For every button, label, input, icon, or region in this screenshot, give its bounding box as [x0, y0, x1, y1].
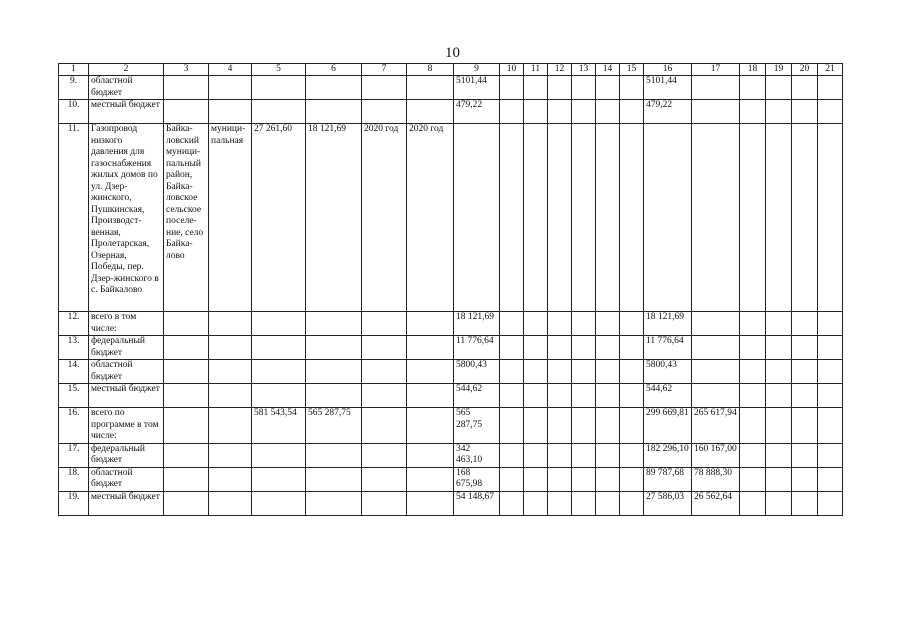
value-cell	[500, 312, 524, 336]
value-cell	[548, 408, 572, 444]
value-cell	[740, 360, 766, 384]
item-name-cell: местный бюджет	[89, 100, 164, 124]
table-row	[59, 408, 843, 444]
value-cell	[766, 124, 792, 312]
value-cell	[766, 100, 792, 124]
value-cell	[524, 124, 548, 312]
value-cell	[766, 443, 792, 467]
value-cell	[209, 408, 252, 444]
value-cell	[740, 491, 766, 515]
value-cell	[407, 443, 454, 467]
value-cell	[362, 467, 407, 491]
value-cell	[692, 124, 740, 312]
value-cell	[524, 336, 548, 360]
value-cell: 479,22	[644, 100, 692, 124]
header-cell: 13	[572, 64, 596, 76]
value-cell	[620, 467, 644, 491]
value-cell	[792, 360, 818, 384]
value-cell	[407, 408, 454, 444]
value-cell	[572, 408, 596, 444]
value-cell	[548, 384, 572, 408]
value-cell: 265 617,94	[692, 408, 740, 444]
value-cell	[792, 336, 818, 360]
value-cell	[740, 467, 766, 491]
value-cell: 342 463,10	[454, 443, 500, 467]
value-cell	[252, 443, 306, 467]
value-cell	[164, 491, 209, 515]
value-cell	[252, 312, 306, 336]
value-cell	[524, 467, 548, 491]
value-cell	[792, 467, 818, 491]
item-name-cell: областной бюджет	[89, 467, 164, 491]
table-row	[59, 100, 843, 124]
item-name-cell: всего в том числе:	[89, 312, 164, 336]
value-cell	[596, 336, 620, 360]
header-cell: 14	[596, 64, 620, 76]
value-cell	[362, 336, 407, 360]
value-cell	[692, 76, 740, 100]
item-name-cell: всего по программе в том числе:	[89, 408, 164, 444]
value-cell	[209, 336, 252, 360]
value-cell	[596, 408, 620, 444]
value-cell	[740, 336, 766, 360]
value-cell	[500, 384, 524, 408]
value-cell	[818, 336, 843, 360]
value-cell	[548, 491, 572, 515]
value-cell	[572, 336, 596, 360]
value-cell	[818, 124, 843, 312]
value-cell	[500, 100, 524, 124]
value-cell	[792, 491, 818, 515]
value-cell	[252, 360, 306, 384]
value-cell	[524, 443, 548, 467]
value-cell	[306, 336, 362, 360]
value-cell	[524, 360, 548, 384]
value-cell	[740, 124, 766, 312]
value-cell	[740, 408, 766, 444]
header-cell: 3	[164, 64, 209, 76]
value-cell	[572, 384, 596, 408]
value-cell	[524, 491, 548, 515]
value-cell	[766, 360, 792, 384]
table-row	[59, 491, 843, 515]
value-cell	[454, 124, 500, 312]
value-cell	[362, 384, 407, 408]
value-cell	[818, 408, 843, 444]
value-cell	[306, 384, 362, 408]
row-number-cell: 15.	[59, 384, 89, 408]
row-number-cell: 17.	[59, 443, 89, 467]
table-row	[59, 76, 843, 100]
item-name-cell: областной бюджет	[89, 76, 164, 100]
value-cell: 89 787,68	[644, 467, 692, 491]
value-cell	[572, 467, 596, 491]
value-cell	[407, 312, 454, 336]
table-row	[59, 336, 843, 360]
value-cell	[572, 124, 596, 312]
value-cell	[500, 467, 524, 491]
value-cell	[766, 408, 792, 444]
value-cell	[252, 76, 306, 100]
value-cell	[766, 491, 792, 515]
value-cell: 18 121,69	[644, 312, 692, 336]
value-cell	[306, 312, 362, 336]
value-cell	[524, 76, 548, 100]
value-cell	[692, 100, 740, 124]
value-cell	[572, 360, 596, 384]
value-cell	[209, 360, 252, 384]
value-cell	[818, 76, 843, 100]
value-cell	[740, 76, 766, 100]
value-cell	[164, 384, 209, 408]
value-cell	[362, 443, 407, 467]
value-cell	[620, 360, 644, 384]
value-cell	[407, 336, 454, 360]
header-cell: 4	[209, 64, 252, 76]
value-cell: 299 669,81	[644, 408, 692, 444]
value-cell	[500, 336, 524, 360]
value-cell	[620, 312, 644, 336]
row-number-cell: 13.	[59, 336, 89, 360]
value-cell	[596, 100, 620, 124]
value-cell: 11 776,64	[454, 336, 500, 360]
value-cell	[164, 100, 209, 124]
value-cell	[596, 76, 620, 100]
table-row	[59, 443, 843, 467]
value-cell	[692, 336, 740, 360]
value-cell	[620, 336, 644, 360]
value-cell	[620, 443, 644, 467]
value-cell	[818, 100, 843, 124]
value-cell	[620, 408, 644, 444]
value-cell	[620, 76, 644, 100]
value-cell: 5101,44	[644, 76, 692, 100]
value-cell	[572, 100, 596, 124]
value-cell	[596, 312, 620, 336]
value-cell	[818, 312, 843, 336]
value-cell	[407, 360, 454, 384]
item-name-cell: местный бюджет	[89, 491, 164, 515]
value-cell	[572, 443, 596, 467]
value-cell	[740, 100, 766, 124]
value-cell	[572, 76, 596, 100]
header-cell: 18	[740, 64, 766, 76]
value-cell	[620, 384, 644, 408]
value-cell	[740, 443, 766, 467]
value-cell	[692, 384, 740, 408]
value-cell	[524, 384, 548, 408]
value-cell	[164, 408, 209, 444]
value-cell: 78 888,30	[692, 467, 740, 491]
value-cell	[818, 443, 843, 467]
value-cell	[644, 124, 692, 312]
row-number-cell: 10.	[59, 100, 89, 124]
row-number-cell: 9.	[59, 76, 89, 100]
value-cell: 5800,43	[454, 360, 500, 384]
value-cell: 2020 год	[362, 124, 407, 312]
table-row	[59, 312, 843, 336]
header-cell: 5	[252, 64, 306, 76]
value-cell	[692, 312, 740, 336]
row-number-cell: 11.	[59, 124, 89, 312]
value-cell	[407, 100, 454, 124]
value-cell	[164, 443, 209, 467]
value-cell: 5101,44	[454, 76, 500, 100]
value-cell	[500, 491, 524, 515]
value-cell: 160 167,00	[692, 443, 740, 467]
header-cell: 19	[766, 64, 792, 76]
value-cell: 11 776,64	[644, 336, 692, 360]
header-row	[59, 64, 843, 76]
value-cell	[766, 384, 792, 408]
value-cell	[620, 124, 644, 312]
value-cell	[500, 76, 524, 100]
value-cell	[818, 467, 843, 491]
value-cell	[306, 443, 362, 467]
value-cell	[362, 76, 407, 100]
table-row	[59, 360, 843, 384]
value-cell	[572, 491, 596, 515]
value-cell	[548, 100, 572, 124]
value-cell: 2020 год	[407, 124, 454, 312]
value-cell	[596, 360, 620, 384]
budget-table	[58, 63, 843, 516]
item-name-cell: Газопровод низкого давления для газоснабжения жилых домов по ул. Дзер-жинского, Пушкинская, Производст-венная, Пролетарская, Озерная, Победы, пер. Дзер-жинского в с. Байкалово	[89, 124, 164, 312]
item-name-cell: федеральный бюджет	[89, 336, 164, 360]
value-cell	[252, 491, 306, 515]
value-cell	[524, 408, 548, 444]
value-cell	[792, 312, 818, 336]
value-cell: 26 562,64	[692, 491, 740, 515]
value-cell	[548, 360, 572, 384]
value-cell: 544,62	[644, 384, 692, 408]
value-cell	[306, 360, 362, 384]
value-cell	[596, 124, 620, 312]
header-cell: 8	[407, 64, 454, 76]
value-cell	[548, 124, 572, 312]
value-cell	[548, 76, 572, 100]
value-cell	[500, 443, 524, 467]
value-cell	[500, 124, 524, 312]
value-cell: 565 287,75	[306, 408, 362, 444]
value-cell	[792, 76, 818, 100]
header-cell: 7	[362, 64, 407, 76]
value-cell	[596, 491, 620, 515]
header-cell: 17	[692, 64, 740, 76]
row-number-cell: 12.	[59, 312, 89, 336]
value-cell	[362, 312, 407, 336]
value-cell	[209, 312, 252, 336]
value-cell	[596, 467, 620, 491]
value-cell	[548, 312, 572, 336]
header-cell: 6	[306, 64, 362, 76]
value-cell	[620, 100, 644, 124]
header-cell: 20	[792, 64, 818, 76]
value-cell	[766, 76, 792, 100]
item-name-cell: федеральный бюджет	[89, 443, 164, 467]
value-cell: 581 543,54	[252, 408, 306, 444]
value-cell	[792, 384, 818, 408]
value-cell	[792, 124, 818, 312]
value-cell	[209, 443, 252, 467]
value-cell	[407, 491, 454, 515]
header-cell: 12	[548, 64, 572, 76]
page-number: 10	[445, 45, 460, 61]
value-cell	[362, 100, 407, 124]
value-cell	[209, 384, 252, 408]
value-cell: 5800,43	[644, 360, 692, 384]
header-cell: 10	[500, 64, 524, 76]
value-cell: 27 261,60	[252, 124, 306, 312]
value-cell	[306, 76, 362, 100]
row-number-cell: 19.	[59, 491, 89, 515]
value-cell	[306, 491, 362, 515]
value-cell	[209, 467, 252, 491]
value-cell	[524, 312, 548, 336]
value-cell: 479,22	[454, 100, 500, 124]
value-cell	[548, 336, 572, 360]
value-cell	[524, 100, 548, 124]
value-cell	[740, 312, 766, 336]
value-cell	[500, 408, 524, 444]
value-cell	[252, 100, 306, 124]
value-cell	[407, 467, 454, 491]
value-cell	[164, 467, 209, 491]
value-cell: 168 675,98	[454, 467, 500, 491]
header-cell: 21	[818, 64, 843, 76]
value-cell	[792, 443, 818, 467]
value-cell	[572, 312, 596, 336]
value-cell	[252, 467, 306, 491]
value-cell	[792, 100, 818, 124]
header-cell: 11	[524, 64, 548, 76]
value-cell	[209, 100, 252, 124]
table-row	[59, 124, 843, 312]
value-cell	[596, 384, 620, 408]
value-cell	[818, 491, 843, 515]
value-cell	[548, 443, 572, 467]
value-cell	[306, 467, 362, 491]
value-cell	[164, 336, 209, 360]
value-cell	[407, 384, 454, 408]
value-cell	[818, 360, 843, 384]
row-number-cell: 16.	[59, 408, 89, 444]
value-cell	[164, 76, 209, 100]
value-cell	[548, 467, 572, 491]
value-cell	[362, 360, 407, 384]
value-cell: Байка-ловский муници-пальный район, Байка-ловское сельское поселе-ние, село Байка-лово	[164, 124, 209, 312]
item-name-cell: местный бюджет	[89, 384, 164, 408]
value-cell	[500, 360, 524, 384]
value-cell: 18 121,69	[454, 312, 500, 336]
row-number-cell: 14.	[59, 360, 89, 384]
value-cell: 544,62	[454, 384, 500, 408]
value-cell	[209, 76, 252, 100]
table-row	[59, 467, 843, 491]
value-cell	[596, 443, 620, 467]
value-cell	[306, 100, 362, 124]
header-cell: 2	[89, 64, 164, 76]
value-cell	[209, 491, 252, 515]
value-cell	[740, 384, 766, 408]
header-cell: 15	[620, 64, 644, 76]
value-cell	[766, 467, 792, 491]
value-cell	[792, 408, 818, 444]
value-cell: 565 287,75	[454, 408, 500, 444]
value-cell	[620, 491, 644, 515]
item-name-cell: областной бюджет	[89, 360, 164, 384]
header-cell: 16	[644, 64, 692, 76]
value-cell	[252, 384, 306, 408]
header-cell: 1	[59, 64, 89, 76]
value-cell	[252, 336, 306, 360]
value-cell	[407, 76, 454, 100]
header-cell: 9	[454, 64, 500, 76]
value-cell	[766, 336, 792, 360]
value-cell	[362, 491, 407, 515]
value-cell	[766, 312, 792, 336]
value-cell	[818, 384, 843, 408]
value-cell	[164, 360, 209, 384]
value-cell	[362, 408, 407, 444]
row-number-cell: 18.	[59, 467, 89, 491]
value-cell	[164, 312, 209, 336]
value-cell: 18 121,69	[306, 124, 362, 312]
value-cell	[692, 360, 740, 384]
value-cell: 182 296,10	[644, 443, 692, 467]
value-cell: муници-пальная	[209, 124, 252, 312]
value-cell: 54 148,67	[454, 491, 500, 515]
table-row	[59, 384, 843, 408]
value-cell: 27 586,03	[644, 491, 692, 515]
